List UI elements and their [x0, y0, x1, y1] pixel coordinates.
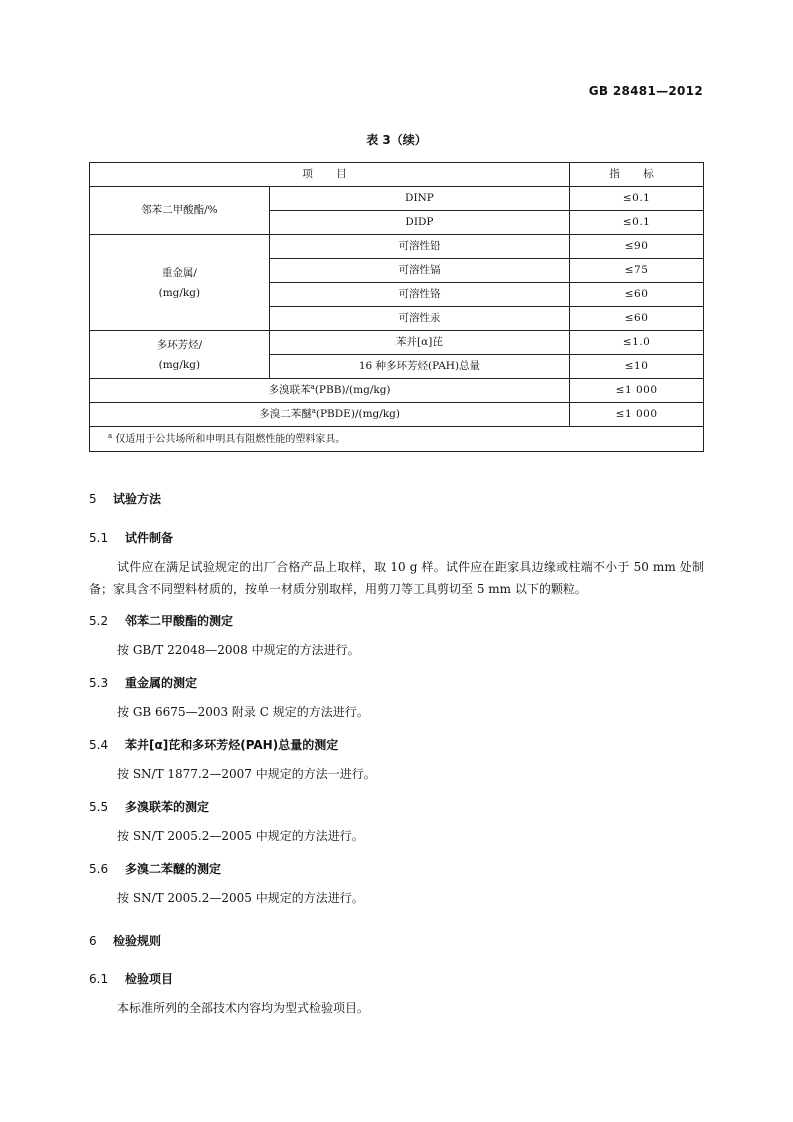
value-soluble-cadmium: ≤75 — [570, 259, 704, 283]
section-5-3-heading — [89, 674, 197, 691]
item-pbb-name: 多溴联苯 — [268, 384, 311, 396]
section-number: 5.5 — [89, 800, 109, 814]
section-5-1-text: 试件应在满足试验规定的出厂合格产品上取样，取 10 g 样。试件应在距家具边缘或柱端不小于 50 mm 处制备；家具含不同塑料材质的，按单一材质分别取样，用剪刀等工具剪切至 5 mm 以下的颗粒。 — [89, 560, 704, 596]
section-number: 5.4 — [89, 738, 109, 752]
value-soluble-chromium: ≤60 — [570, 283, 704, 307]
value-didp: ≤0.1 — [570, 211, 704, 235]
value-soluble-lead: ≤90 — [570, 235, 704, 259]
group-heavy-metal — [90, 235, 270, 331]
table-caption: 表 3（续） — [366, 133, 427, 147]
table-row — [90, 403, 704, 427]
limits-table — [89, 162, 704, 452]
group-pah-line2: (mg/kg) — [158, 358, 201, 371]
section-number: 5.6 — [89, 862, 109, 876]
item-soluble-mercury: 可溶性汞 — [269, 307, 569, 331]
standard-code: GB 28481—2012 — [588, 84, 703, 98]
section-title: 检验项目 — [125, 972, 174, 986]
section-title: 试验方法 — [113, 492, 162, 506]
section-5-2-heading — [89, 612, 233, 629]
table-row — [90, 187, 704, 211]
section-title: 检验规则 — [113, 934, 162, 948]
footnote-mark: a — [310, 383, 315, 391]
section-5-2-text: 按 GB/T 22048—2008 中规定的方法进行。 — [117, 643, 360, 657]
item-pbde-name: 多溴二苯醚 — [259, 408, 312, 420]
section-5-6-heading — [89, 860, 221, 877]
section-5-5-text: 按 SN/T 2005.2—2005 中规定的方法进行。 — [117, 829, 364, 843]
section-5-1-heading — [89, 529, 173, 546]
table-row — [90, 331, 704, 355]
section-number: 5.2 — [89, 614, 109, 628]
value-pbb: ≤1 000 — [570, 379, 704, 403]
footnote-text: 仅适用于公共场所和申明具有阻燃性能的塑料家具。 — [115, 433, 346, 445]
footnote-mark: a — [108, 431, 113, 440]
section-5-5-heading — [89, 798, 209, 815]
table-header-row — [90, 163, 704, 187]
group-heavy-metal-line2: (mg/kg) — [158, 286, 201, 299]
value-16-pah-total: ≤10 — [570, 355, 704, 379]
section-number: 6.1 — [89, 972, 109, 986]
section-6-heading — [89, 932, 161, 949]
section-5-heading — [89, 490, 161, 507]
section-5-3-text: 按 GB 6675—2003 附录 C 规定的方法进行。 — [117, 705, 369, 719]
value-soluble-mercury: ≤60 — [570, 307, 704, 331]
table-row — [90, 379, 704, 403]
item-didp: DIDP — [269, 211, 569, 235]
section-number: 5.3 — [89, 676, 109, 690]
item-soluble-cadmium: 可溶性镉 — [269, 259, 569, 283]
section-title: 多溴二苯醚的测定 — [125, 862, 222, 876]
column-header-index: 指 标 — [570, 163, 704, 187]
section-5-4-text: 按 SN/T 1877.2—2007 中规定的方法一进行。 — [117, 767, 376, 781]
section-title: 苯并[α]芘和多环芳烃(PAH)总量的测定 — [125, 738, 339, 752]
section-6-1-heading — [89, 970, 173, 987]
value-benzo-a-pyrene: ≤1.0 — [570, 331, 704, 355]
footnote-mark: a — [311, 407, 316, 415]
item-dinp: DINP — [269, 187, 569, 211]
column-header-item: 项 目 — [90, 163, 570, 187]
table-footnote-row — [90, 427, 704, 452]
section-number: 5.1 — [89, 531, 109, 545]
section-title: 多溴联苯的测定 — [125, 800, 210, 814]
group-phthalate: 邻苯二甲酸酯/% — [90, 187, 270, 235]
section-title: 重金属的测定 — [125, 676, 198, 690]
value-pbde: ≤1 000 — [570, 403, 704, 427]
section-number: 6 — [89, 934, 97, 948]
value-dinp: ≤0.1 — [570, 187, 704, 211]
section-5-6-text: 按 SN/T 2005.2—2005 中规定的方法进行。 — [117, 891, 364, 905]
item-16-pah-total: 16 种多环芳烃(PAH)总量 — [269, 355, 569, 379]
item-pbde — [90, 403, 570, 427]
item-soluble-lead: 可溶性铅 — [269, 235, 569, 259]
section-6-1-text: 本标准所列的全部技术内容均为型式检验项目。 — [117, 1001, 370, 1015]
group-heavy-metal-line1: 重金属/ — [161, 266, 197, 279]
item-pbde-unit: (PBDE)/(mg/kg) — [315, 408, 400, 420]
section-number: 5 — [89, 492, 97, 506]
table-footnote — [90, 427, 704, 452]
item-soluble-chromium: 可溶性铬 — [269, 283, 569, 307]
item-benzo-a-pyrene: 苯并[α]芘 — [269, 331, 569, 355]
item-pbb — [90, 379, 570, 403]
section-title: 邻苯二甲酸酯的测定 — [125, 614, 234, 628]
group-pah-line1: 多环芳烃/ — [156, 338, 203, 351]
section-5-4-heading — [89, 736, 338, 753]
item-pbb-unit: (PBB)/(mg/kg) — [314, 384, 391, 396]
table-row — [90, 235, 704, 259]
section-title: 试件制备 — [125, 531, 174, 545]
group-pah — [90, 331, 270, 379]
